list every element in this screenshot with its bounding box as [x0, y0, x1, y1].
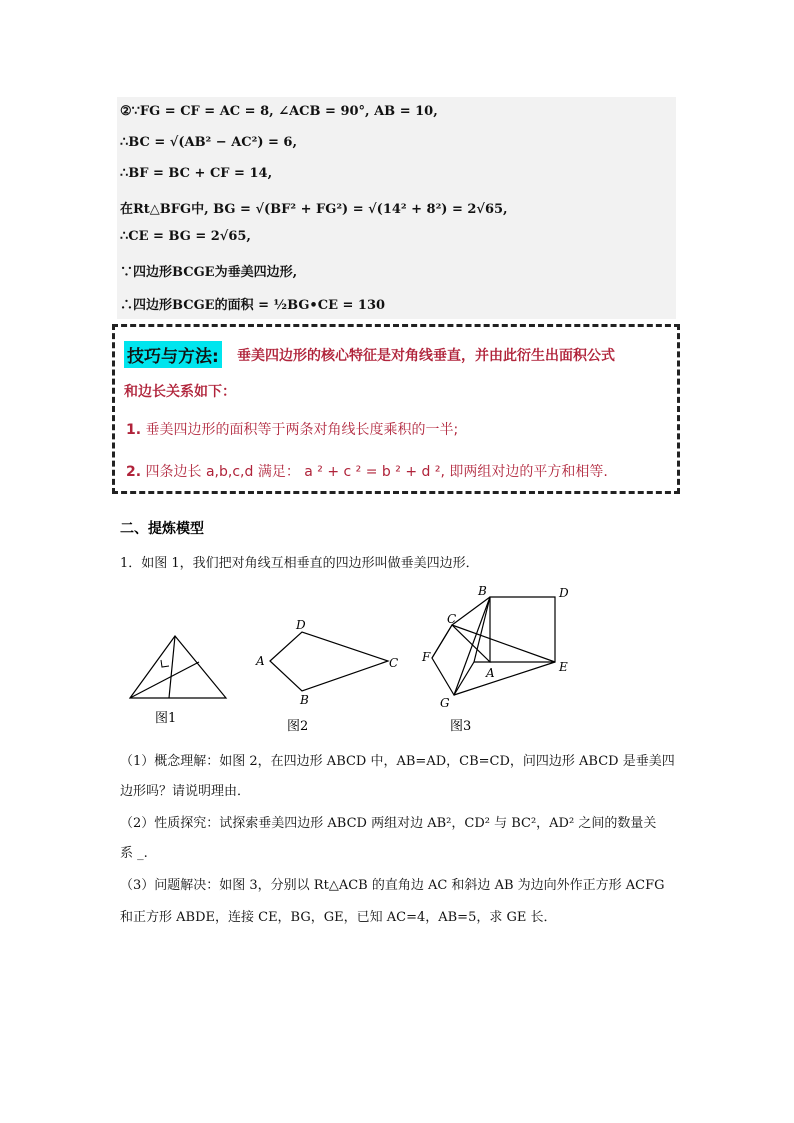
tips-item-1	[126, 419, 458, 439]
solution-line-7: ∴四边形BCGE的面积 = ½BG•CE = 130	[120, 298, 386, 313]
figure-3-label-e: E	[559, 660, 568, 674]
figure-2-caption: 图2	[287, 719, 309, 734]
part-1-line-1: （1）概念理解：如图 2，在四边形 ABCD 中，AB=AD，CB=CD，问四边形 ABCD 是垂美四	[120, 754, 675, 769]
figure-1-diagram	[125, 630, 231, 702]
tips-intro-line1: 垂美四边形的核心特征是对角线垂直，并由此衍生出面积公式	[237, 348, 615, 364]
figure-3-caption: 图3	[450, 719, 472, 734]
figure-3-label-a: A	[486, 666, 495, 680]
section-title: 二、提炼模型	[120, 521, 204, 537]
solution-line-3: ∴BF = BC + CF = 14,	[120, 166, 273, 181]
tips-label: 技巧与方法:	[124, 341, 222, 368]
figure-1-diagonal-1	[169, 636, 175, 698]
figure-3-label-d: D	[559, 586, 569, 600]
solution-line-1: ②∵FG = CF = AC = 8, ∠ACB = 90°, AB = 10,	[120, 104, 438, 119]
figure-3-label-b: B	[478, 584, 487, 598]
figure-1-diagonal-2	[130, 662, 199, 698]
solution-line-6: ∵四边形BCGE为垂美四边形,	[120, 265, 298, 280]
part-2-line-2: 系 _.	[120, 846, 148, 861]
figure-2-label-d: D	[296, 618, 306, 632]
solution-line-4: 在Rt△BFG中, BG = √(BF² + FG²) = √(14² + 8²) = 2√65,	[120, 202, 508, 217]
part-1-line-2: 边形吗？请说明理由．	[120, 784, 251, 799]
solution-line-5: ∴CE = BG = 2√65,	[120, 229, 251, 244]
tips-item-2	[126, 461, 608, 481]
tips-item-1-number: 1.	[126, 422, 142, 438]
tips-item-2-text: 四条边长 a,b,c,d 满足： a ² + c ² = b ² + d ², 即两组对边的平方和相等.	[145, 464, 608, 480]
figure-3-label-f: F	[422, 650, 431, 664]
part-3-line-2: 和正方形 ABDE，连接 CE，BG，GE，已知 AC=4，AB=5，求 GE 长．	[120, 910, 557, 925]
figure-2-label-a: A	[256, 654, 265, 668]
figure-3-diagram	[418, 582, 578, 712]
figure-1-caption: 图1	[155, 711, 177, 726]
tips-item-2-number: 2.	[126, 464, 142, 480]
figure-2-label-b: B	[300, 693, 309, 706]
figure-2-label-c: C	[389, 656, 399, 670]
part-3-line-1: （3）问题解决：如图 3，分别以 Rt△ACB 的直角边 AC 和斜边 AB 为边向外作正方形 ACFG	[120, 878, 665, 893]
tips-intro-line2: 和边长关系如下：	[124, 384, 236, 400]
tips-item-1-text: 垂美四边形的面积等于两条对角线长度乘积的一半;	[145, 422, 459, 438]
solution-line-2: ∴BC = √(AB² − AC²) = 6,	[120, 135, 297, 150]
part-2-line-1: （2）性质探究：试探索垂美四边形 ABCD 两组对边 AB²，CD² 与 BC²，AD² 之间的数量关	[120, 816, 657, 831]
figure-3-label-g: G	[440, 696, 450, 710]
question-1-intro: 1．如图 1，我们把对角线互相垂直的四边形叫做垂美四边形．	[120, 556, 479, 571]
figure-3-label-c: C	[447, 612, 457, 626]
figure-2-diagram	[252, 614, 402, 706]
